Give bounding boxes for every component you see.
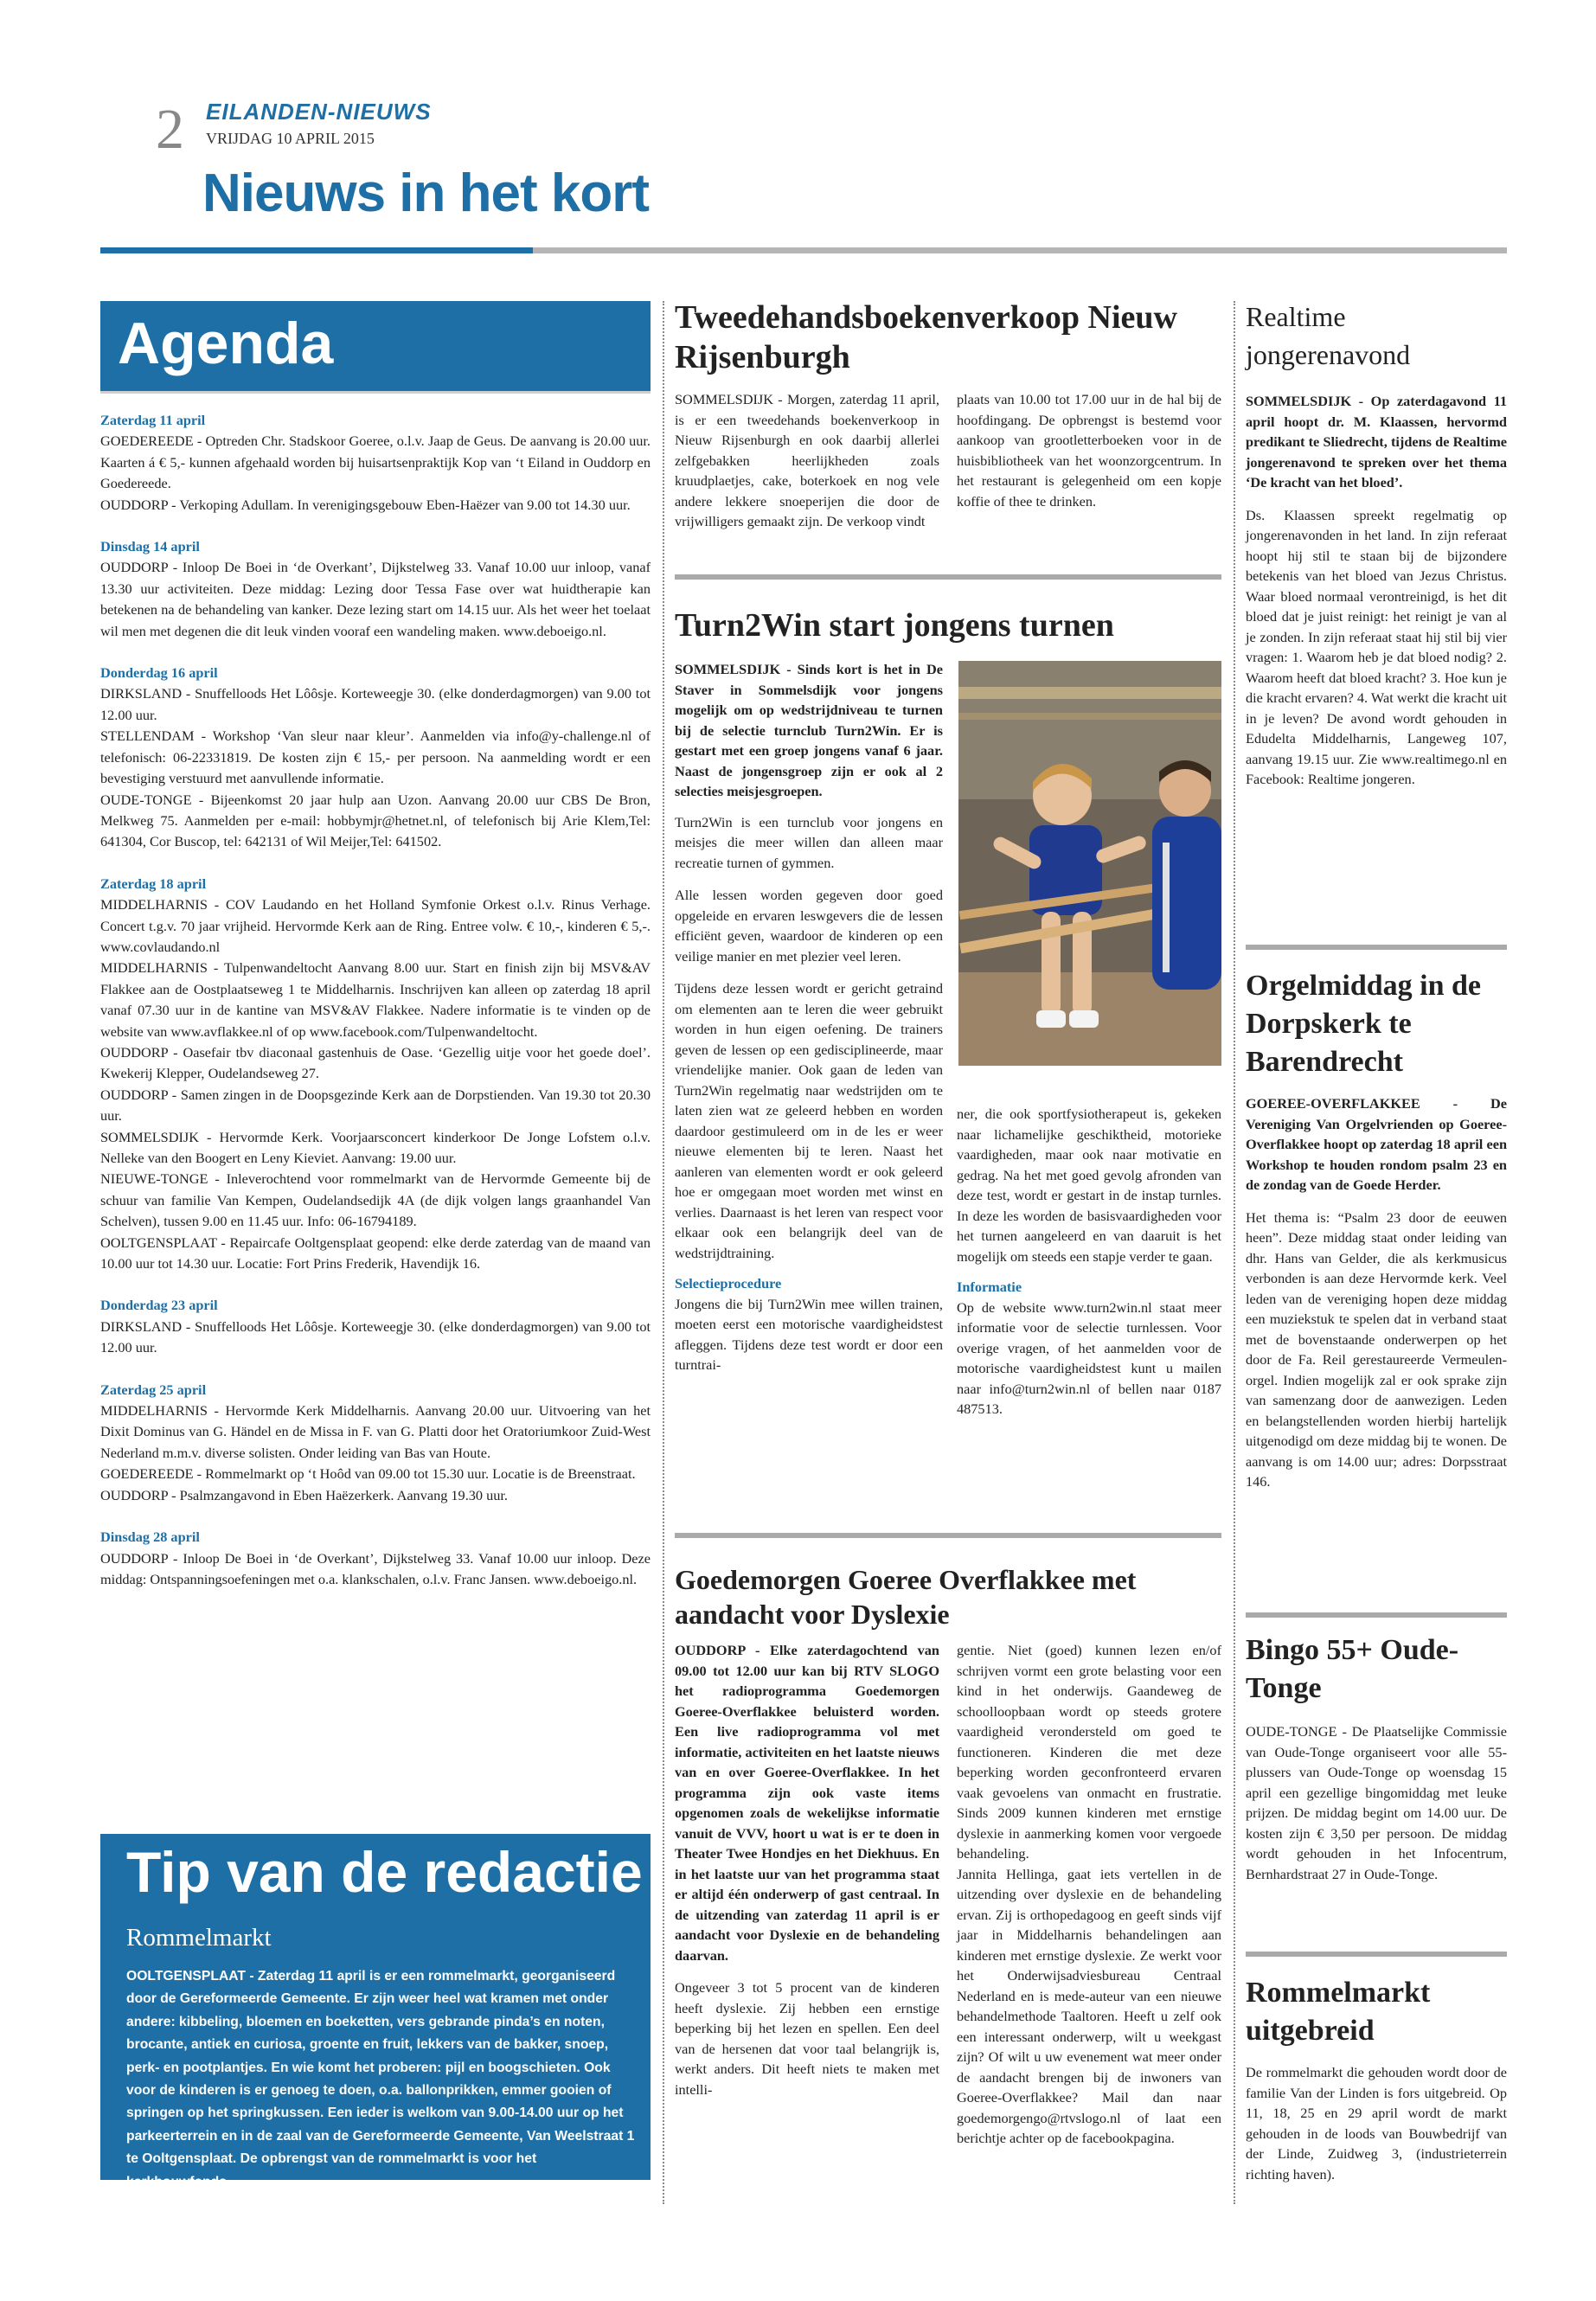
tip-subtitle: Rommelmarkt xyxy=(126,1924,272,1952)
agenda-day: Donderdag 23 april xyxy=(100,1297,218,1314)
header-rule-gray xyxy=(533,247,1507,253)
article-rule xyxy=(1246,945,1507,950)
agenda-day: Zaterdag 11 april xyxy=(100,412,206,428)
agenda-entry: DIRKSLAND - Snuffelloods Het Lôôsje. Korteweegje 30. (elke donderdagmorgen) van 9.00 tot 12.00 uur. xyxy=(100,1317,651,1356)
turn2win-paragraph: ner, die ook sportfysiotherapeut is, gekeken naar lichamelijke geschiktheid, motorieke vaardigheden, maar ook naar motivatie en gedrag. Na het met goed gevolg afronden van deze test, wordt er gestart in de instap turnles. In deze les worden de basisvaardigheden voor het turnen aangeleerd en van daaruit is het mogelijk om steeds een stapje verder te gaan. xyxy=(957,1106,1221,1265)
tip-text: OOLTGENSPLAAT - Zaterdag 11 april is er een rommelmarkt, georganiseerd door de Gereformeerde Gemeente. Er zijn weer heel wat kramen met onder andere: kibbeling, bloemen en boeketten, vers gebrande pinda’s en noten, brocante, antiek en curiosa, groente en fruit, lekkers van de bakker, snoep, perk- en pootplantjes. En wie komt het proberen: pijl en boogschieten. Ook voor de kinderen is er genoeg te doen, o.a. ballonprikken, emmer gooien of springen op het springkussen. Een ieder is welkom van 9.00-14.00 uur op het parkeerterrein en in de zaal van de Gereformeerde Gemeente, Van Weelstraat 1 te Ooltgensplaat. De opbrengst van de rommelmarkt is voor het kerkbouwfonds. xyxy=(126,1969,635,2189)
realtime-title: Realtime jongerenavond xyxy=(1246,301,1411,370)
agenda-day: Donderdag 16 april xyxy=(100,664,218,682)
gymnastics-photo xyxy=(958,661,1221,1066)
realtime-lead: SOMMELSDIJK - Op zaterdagavond 11 april hoopt dr. M. Klaassen, hervormd predikant te Sliedrecht, tijdens de Realtime jongerenavond te spreken over het thema ‘De kracht van het bloed’. xyxy=(1246,393,1507,490)
agenda-entry: MIDDELHARNIS - COV Laudando en het Holland Symfonie Orkest o.l.v. Rinus Verhage. Concert t.g.v. 70 jaar vrijheid. Hervormde Kerk aan de Ring. Entree volw. € 10,-, kinderen € 5,-. www.covlaudando.nl MIDDELHARNIS - Tulpenwandeltocht Aanvang 8.00 uur. Start en finish zijn bij MSV&AV Flakkee aan de Oostplaatseweg 1 te Middelharnis. Inschrijven kan alleen op zaterdag 18 april vanaf 07.30 uur in de kantine van MSV&AV Flakkee. Nadere informatie is te vinden op de website van www.avflakkee.nl of op www.facebook.com/Tulpenwandeltocht. OUDDORP - Oasefair tbv diaconaal gastenhuis de Oase. ‘Gezellig uitje voor het goede doel’. Kwekerij Klepper, Oudelandseweg 27. OUDDORP - Samen zingen in de Doopsgezinde Kerk aan de Dorpstienden. Van 19.30 tot 20.30 uur. SOMMELSDIJK - Hervormde Kerk. Voorjaarsconcert kinderkoor De Jonge Lofstem o.l.v. Nelleke van den Boogert en Leny Kieviet. Aanvang: 19.00 uur. NIEUWE-TONGE - Inleverochtend voor rommelmarkt van de Hervormde Gemeente bij de schuur van familie Van Kempen, Oudelandsedijk 4A (de dijk volgen langs graanhandel Van Schelven), tussen 9.00 en 11.45 uur. Info: 06-16794189. OOLTGENSPLAAT - Repaircafe Ooltgensplaat geopend: elke derde zaterdag van de maand van 10.00 uur tot 14.30 uur. Locatie: Fort Prins Frederik, Havendijk 16. xyxy=(100,896,651,1272)
turn2win-col1 xyxy=(675,659,943,1375)
dyslexie-lead: OUDDORP - Elke zaterdagochtend van 09.00 tot 12.00 uur kan bij RTV SLOGO het radioprogramma Goedemorgen Goeree-Overflakkee beluisterd worden. Een live radioprogramma vol met informatie, activiteiten en het laatste nieuws van en over Goeree-Overflakkee. In het programma zijn ook vaste items opgenomen zoals de wekelijkse informatie vanuit de VVV, hoort u wat is er te doen in Theater Twee Hondjes en het Diekhuus. En in het laatste uur van het programma staat er altijd één onderwerp of gast centraal. In de uitzending van zaterdag 11 april is er aandacht voor Dyslexie en de behandeling daarvan. xyxy=(675,1642,939,1964)
turn2win-subheading: Selectieprocedure xyxy=(675,1275,782,1292)
turn2win-paragraph: Alle lessen worden gegeven door goed opgeleide en ervaren leswgevers die de lessen efficiënt geven, waardoor de kinderen op een veilige manier en met plezier veel leren. xyxy=(675,887,943,965)
article-rule xyxy=(1246,1612,1507,1618)
article-rule xyxy=(1246,1952,1507,1957)
agenda-entry: DIRKSLAND - Snuffelloods Het Lôôsje. Korteweegje 30. (elke donderdagmorgen) van 9.00 tot 12.00 uur. STELLENDAM - Workshop ‘Van sleur naar kleur’. Aanmelden via info@y-challenge.nl of telefonisch: 06-22331819. De kosten zijn € 15,- per persoon. Na aanmelding wordt er een bevestiging verstuurd met aanvullende informatie. OUDE-TONGE - Bijeenkomst 20 jaar hulp aan Uzon. Aanvang 20.00 uur CBS De Bron, Melkweg 75. Aanmelden per e-mail: hobbymjr@hetnet.nl, of telefonisch bij Arie Klem,Tel: 641304, Cor Buscop, tel: 642131 of Wil Meijer,Tel: 641502. xyxy=(100,685,651,850)
rommel-title: Rommelmarkt uitgebreid xyxy=(1246,1977,1431,2047)
orgel-title: Orgelmiddag in de Dorpskerk te Barendrecht xyxy=(1246,970,1482,1078)
dyslexie-paragraph: gentie. Niet (goed) kunnen lezen en/of schrijven vormt een grote belasting voor een kind in het onderwijs. Gaandeweg de schoolloopbaan wordt op steeds grotere vaardigheid verondersteld om goed te functioneren. Kinderen die met deze beperking worden geconfronteerd ervaren vaak gevoelens van onmacht en frustratie. Sinds 2009 kunnen kinderen met ernstige dyslexie in aanmerking komen voor vergoede behandeling. xyxy=(957,1642,1221,1862)
agenda-title: Agenda xyxy=(118,311,334,376)
tip-box xyxy=(100,1834,651,2189)
boeken-col1: SOMMELSDIJK - Morgen, zaterdag 11 april, is er een tweedehands boekenverkoop in Nieuw Rijsenburgh en ook daarbij allerlei zelfgebakken heerlijkheden zoals kruudplaetjes, cake, boterkoek en nog vele andere lekkere snoeperijen die door de vrijwilligers gemaakt zijn. De verkoop vindt xyxy=(675,391,939,529)
boeken-title: Tweedehandsboekenverkoop Nieuw Rijsenburgh xyxy=(675,299,1177,375)
agenda-day: Zaterdag 25 april xyxy=(100,1381,207,1398)
agenda-day: Dinsdag 14 april xyxy=(100,538,200,555)
dyslexie-col1 xyxy=(675,1640,939,2099)
dyslexie-paragraph: Jannita Hellinga, gaat iets vertellen in de uitzending over dyslexie en de behandeling ervan. Zij is orthopedagoog en geeft sinds vijf jaar in Middelharnis behandelingen aan kinderen met ernstige dyslexie. Ze werkt voor het Onderwijsadviesbureau Centraal Nederland en is mede-auteur van een nieuwe behandelmethode Taaltoren. Heeft u zelf ook een interessant onderwerp, wilt u weekgast zijn? Of wilt u uw evenement wat meer onder de aandacht brengen bij de inwoners van Goeree-Overflakkee? Mail dan naar goedemorgengo@rtvslogo.nl of laat een berichtje achter op de facebookpagina. xyxy=(957,1865,1221,2146)
masthead: EILANDEN-NIEUWS xyxy=(206,99,432,125)
dyslexie-title: Goedemorgen Goeree Overflakkee met aandacht voor Dyslexie xyxy=(675,1564,1137,1630)
bingo-body: OUDE-TONGE - De Plaatselijke Commissie van Oude-Tonge organiseert voor alle 55- plussers van Oude-Tonge op woensdag 15 april een gezellige bingomiddag met leuke prijzen. De middag begint om 14.00 uur. De kosten zijn € 3,50 per persoon. De middag wordt gehouden in het Infocentrum, Bernhardstraat 27 in Oude-Tonge. xyxy=(1246,1723,1507,1882)
orgel-lead: GOEREE-OVERFLAKKEE - De Vereniging Van Orgelvrienden op Goeree-Overflakkee hoopt op zaterdag 18 april een Workshop te houden rondom psalm 23 en de zondag van de Goede Herder. xyxy=(1246,1095,1507,1193)
boeken-col2: plaats van 10.00 tot 17.00 uur in de hal bij de hoofdingang. De opbrengst is bestemd voor aankoop van grootletterboeken voor in de huisbibliotheek van het woonzorgcentrum. In het restaurant is gelegenheid om een kopje koffie of thee te drinken. xyxy=(957,391,1221,510)
header-rule-blue xyxy=(100,247,533,253)
dyslexie-col2 xyxy=(957,1640,1221,2149)
agenda-day: Zaterdag 18 april xyxy=(100,875,207,892)
column-divider xyxy=(1234,301,1235,2204)
column-divider xyxy=(663,301,664,2204)
agenda-day: Dinsdag 28 april xyxy=(100,1529,200,1546)
turn2win-paragraph: Turn2Win is een turnclub voor jongens en meisjes die meer willen dan alleen maar recreatie turnen of gymmen. xyxy=(675,813,943,871)
agenda-entry: OUDDORP - Inloop De Boei in ‘de Overkant’, Dijkstelweg 33. Vanaf 10.00 uur inloop. Deze middag: Ontspanningsoefeningen met o.a. klankschalen, o.l.v. Franc Jansen. www.deboeigo.nl. xyxy=(100,1549,651,1587)
turn2win-title: Turn2Win start jongens turnen xyxy=(675,607,1114,644)
agenda-entry: MIDDELHARNIS - Hervormde Kerk Middelharnis. Aanvang 20.00 uur. Uitvoering van het Dixit Dominus van G. Händel en de Missa in F. van G. Platti door het Oratoriumkoor Zuid-West Nederland m.m.v. diverse solisten. Onder leiding van Bas van Houte. GOEDEREEDE - Rommelmarkt op ‘t Hoôd van 09.00 tot 15.30 uur. Locatie is de Breenstraat. OUDDORP - Psalmzangavond in Eben Haëzerkerk. Aanvang 19.30 uur. xyxy=(100,1402,651,1503)
tip-title: Tip van de redactie xyxy=(126,1840,643,1904)
rommel-body: De rommelmarkt die gehouden wordt door de familie Van der Linden is fors uitgebreid. Op 11, 18, 25 en 29 april wordt de markt gehouden in de loods van Bouwbedrijf van der Linde, Zuidweg 3, (industrieterrein richting haven). xyxy=(1246,2064,1507,2182)
orgel-paragraph: Het thema is: “Psalm 23 door de eeuwen heen”. Deze middag staat onder leiding van dhr. Hans van Gelder, die als kerkmusicus verbonden is aan deze Hervormde kerk. Veel leden van de vereniging hopen deze middag een muziekstuk te spelen dat in verband staat met de bovenstaande onderwerpen op het door de Fa. Reil gerestaureerde Vermeulen-orgel. Indien mogelijk zal er ook sprake zijn van samenzang door de aanwezigen. Leden en belangstellenden worden hierbij hartelijk uitgenodigd om deze middag bij te wonen. De aanvang is om 14.00 uur; adres: Dorpsstraat 146. xyxy=(1246,1208,1507,1490)
turn2win-paragraph: Jongens die bij Turn2Win mee willen trainen, moeten eerst een motorische vaardigheidstest afleggen. Tijdens deze test wordt er door een turntrai- xyxy=(675,1295,943,1373)
turn2win-lead: SOMMELSDIJK - Sinds kort is het in De Staver in Sommelsdijk voor jongens mogelijk om op wedstrijdniveau te turnen bij de selectie turnclub Turn2Win. Er is gestart met een groep jongens vanaf 6 jaar. Naast de jongensgroep zijn er ook al 2 selecties meisjesgroepen. xyxy=(675,661,943,799)
agenda-entry: GOEDEREEDE - Optreden Chr. Stadskoor Goeree, o.l.v. Jaap de Geus. De aanvang is 20.00 uur. Kaarten á € 5,- kunnen afgehaald worden bij huisartsenpraktijk Kop van ‘t Eiland in Ouddorp en Goedereede. OUDDORP - Verkoping Adullam. In verenigingsgebouw Eben-Haëzer van 9.00 tot 14.30 uur. xyxy=(100,433,651,513)
realtime-paragraph: Ds. Klaassen spreekt regelmatig op jongerenavonden in het land. In zijn referaat hoopt hij stil te staan bij de bijzondere betekenis van het bloed van Jezus Christus. Waar bloed normaal verontreinigd, is het dit bloed dat je juist reinigt: het reinigt je van al je zonden. In zijn referaat staat hij stil bij vier vragen: 1. Waarom heb je dat bloed nodig? 2. Waarom heeft dat bloed kracht? 3. Hoe kun je die kracht ervaren? 4. Wat werkt die kracht uit in je leven? De avond wordt gehouden in Edudelta Middelharnis, Langeweg 107, aanvang 19.15 uur. Zie www.realtimego.nl en Facebook: Realtime jongeren. xyxy=(1246,506,1507,787)
article-rule xyxy=(675,1533,1221,1538)
turn2win-col2 xyxy=(957,1104,1221,1420)
turn2win-paragraph: Op de website www.turn2win.nl staat meer informatie voor de selectie turnlessen. Voor overige vragen, of het aanmelden voor de motorische vaardigheidstest kunt u mailen naar info@turn2win.nl of bellen naar 0187 487513. xyxy=(957,1298,1221,1417)
dyslexie-paragraph: Ongeveer 3 tot 5 procent van de kinderen heeft dyslexie. Zij hebben een ernstige beperking bij het lezen en spellen. Een deel van de hersenen dat voor taal belangrijk is, werkt anders. Dit heeft niets te maken met intelli- xyxy=(675,1979,939,2098)
realtime-body xyxy=(1246,391,1507,790)
issue-date: VRIJDAG 10 APRIL 2015 xyxy=(206,130,375,147)
gymnastics-illustration xyxy=(958,661,1221,1066)
turn2win-paragraph: Tijdens deze lessen wordt er gericht getraind om elementen aan te leren die weer gebruikt worden in hun eigen oefening. De trainers geven de lessen op een gedisciplineerde, maar vriendelijke manier. Ook gaan de leden van Turn2Win regelmatig naar wedstrijden om te laten zien wat ze geleerd hebben en worden daardoor gestimuleerd om in de les er weer nieuwe elementen bij te leren. Naast het aanleren van elementen wordt er ook geleerd hoe er omgegaan moet worden met winst en verlies. Daarnaast is het leren van respect voor elkaar ook een belangrijk deel van de wedstrijdtraining. xyxy=(675,980,943,1261)
bingo-title: Bingo 55+ Oude-Tonge xyxy=(1246,1634,1459,1704)
article-rule xyxy=(675,574,1221,580)
agenda-header xyxy=(100,301,651,391)
agenda-entry: OUDDORP - Inloop De Boei in ‘de Overkant’, Dijkstelweg 33. Vanaf 10.00 uur inloop, vanaf 13.30 uur activiteiten. Deze middag: Lezing door Tessa Fase over wat huidtherapie kan betekenen na de behandeling van kanker. Deze lezing start om 14.15 uur. Als het weer het toelaat wil men met degenen die dit leuk vinden vooraf een wandeling maken. www.deboeigo.nl. xyxy=(100,559,651,639)
turn2win-subheading: Informatie xyxy=(957,1279,1022,1295)
section-title: Nieuws in het kort xyxy=(202,163,649,223)
agenda-list xyxy=(100,410,651,1590)
agenda-rule xyxy=(100,391,651,394)
page-number: 2 xyxy=(156,98,184,161)
orgel-body xyxy=(1246,1093,1507,1492)
